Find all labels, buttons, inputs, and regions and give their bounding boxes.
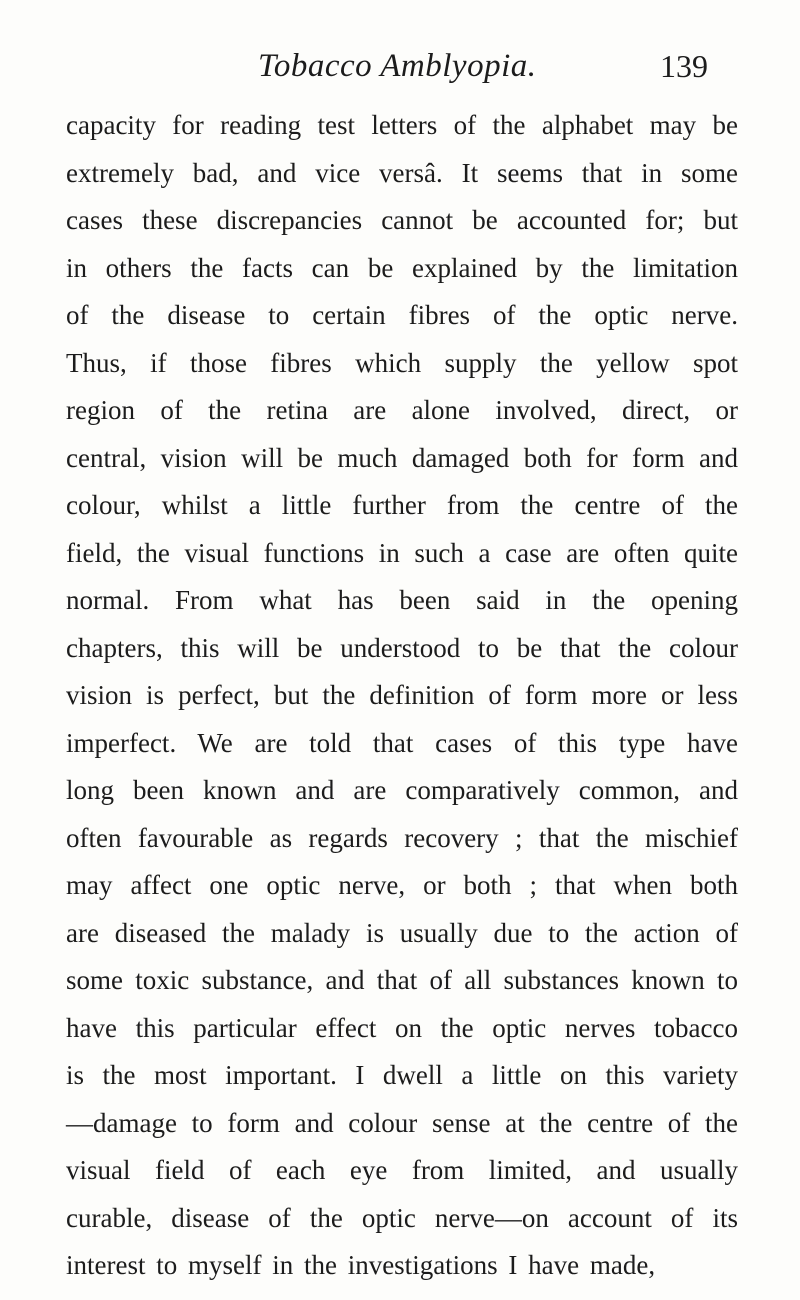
text-line: region of the retina are alone involved, direct, or (66, 395, 738, 425)
text-line: may affect one optic nerve, or both ; that when both (66, 870, 738, 900)
text-line: in others the facts can be explained by the limitation (66, 252, 738, 283)
text-line: cases these discrepancies cannot be accounted for; but (66, 205, 738, 235)
text-line: Thus, if those fibres which supply the yellow spot (66, 347, 738, 378)
page-number: 139 (660, 48, 708, 84)
text-line: central, vision will be much damaged both for form and (66, 442, 738, 473)
running-title: Tobacco Amblyopia. (258, 48, 537, 84)
text-line: chapters, this will be understood to be that the colour (66, 632, 738, 663)
text-line: long been known and are comparatively common, and (66, 775, 738, 805)
text-line: normal. From what has been said in the opening (66, 585, 738, 615)
text-line: capacity for reading test letters of the alphabet may be (66, 110, 738, 140)
text-line: colour, whilst a little further from the centre of the (66, 490, 738, 520)
text-line: extremely bad, and vice versâ. It seems that in some (66, 157, 738, 188)
text-line: imperfect. We are told that cases of this type have (66, 727, 738, 758)
text-line: are diseased the malady is usually due to the action of (66, 917, 738, 948)
text-line: of the disease to certain fibres of the optic nerve. (66, 300, 738, 330)
running-head (0, 44, 800, 88)
text-line: have this particular effect on the optic nerves tobacco (66, 1012, 738, 1043)
body-text (66, 102, 738, 1290)
text-line: is the most important. I dwell a little on this variety (66, 1060, 738, 1090)
text-line: field, the visual functions in such a case are often quite (66, 537, 738, 568)
text-line: often favourable as regards recovery ; that the mischief (66, 822, 738, 853)
text-line: curable, disease of the optic nerve—on account of its (66, 1202, 738, 1233)
text-line: vision is perfect, but the definition of form more or less (66, 680, 738, 710)
text-line: visual field of each eye from limited, and usually (66, 1155, 738, 1185)
text-line: —damage to form and colour sense at the centre of the (66, 1107, 738, 1138)
text-line: some toxic substance, and that of all substances known to (66, 965, 738, 995)
text-line: interest to myself in the investigations I have made, (66, 1250, 656, 1280)
